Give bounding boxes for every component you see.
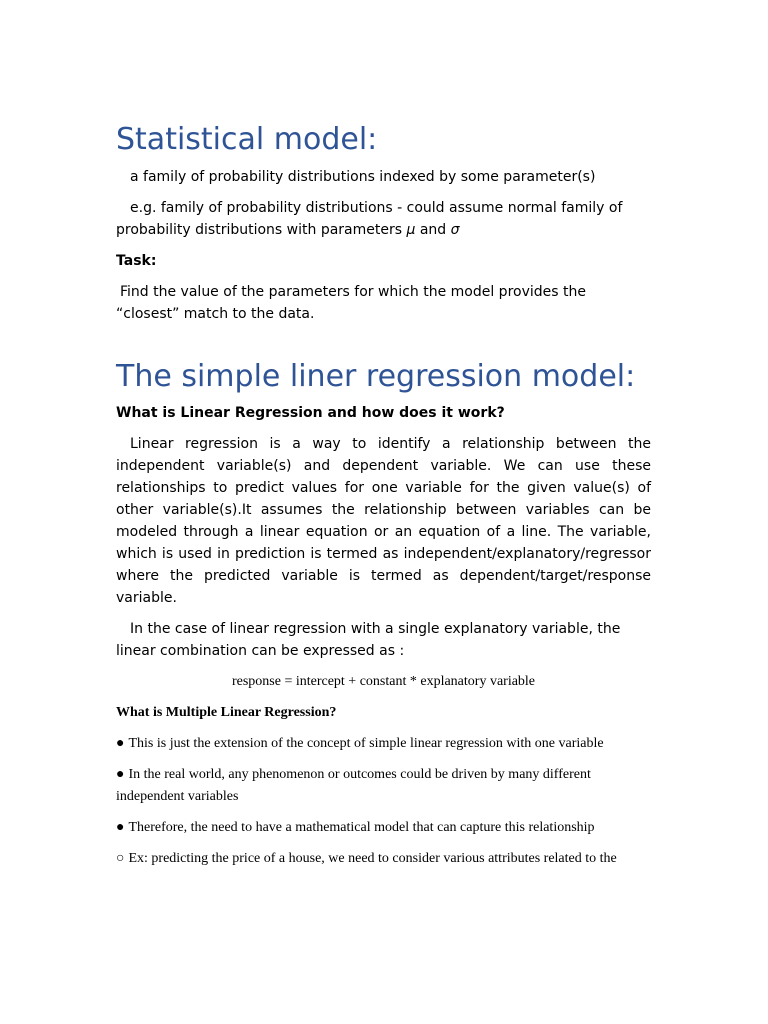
- single-variable-paragraph: In the case of linear regression with a single explanatory variable, the linear combination can be expressed as :: [116, 621, 621, 659]
- bullet-text: Therefore, the need to have a mathematical model that can capture this relationship: [128, 820, 595, 835]
- multiple-regression-question: What is Multiple Linear Regression?: [116, 705, 337, 720]
- bullet-icon: ●: [116, 736, 125, 751]
- sigma-symbol: σ: [450, 222, 460, 238]
- bullet-text: In the real world, any phenomenon or outcomes could be driven by many different independent variables: [116, 767, 591, 804]
- document-body: [116, 118, 651, 879]
- example-prefix: e.g. family of probability distributions - could assume normal family of probability distributions with parameters: [116, 200, 623, 238]
- linear-regression-question: What is Linear Regression and how does it work?: [116, 405, 505, 421]
- task-label: Task:: [116, 253, 157, 269]
- bullet-item: [116, 733, 651, 755]
- task-text: Find the value of the parameters for which the model provides the “closest” match to the data.: [116, 284, 586, 322]
- sub-bullet-text: Ex: predicting the price of a house, we need to consider various attributes related to the: [128, 851, 617, 866]
- hollow-bullet-icon: ○: [116, 851, 125, 866]
- bullet-icon: ●: [116, 820, 125, 835]
- bullet-icon: ●: [116, 767, 125, 782]
- bullet-item: [116, 817, 651, 839]
- regression-formula: response = intercept + constant * explanatory variable: [231, 674, 536, 689]
- example-and: and: [415, 222, 451, 238]
- heading-statistical-model: Statistical model:: [116, 122, 378, 157]
- bullet-text: This is just the extension of the concept of simple linear regression with one variable: [128, 736, 604, 751]
- example-text: [116, 197, 651, 241]
- bullet-item: [116, 764, 651, 808]
- heading-simple-linear-regression: The simple liner regression model:: [116, 359, 636, 394]
- linear-regression-paragraph: Linear regression is a way to identify a relationship between the independent variable(s) and dependent variable. We can use these relationships to predict values for one variable for the given value(s) of other variable(s).It assumes the relationship between variables can be modeled through a linear equation or an equation of a line. The variable, which is used in prediction is termed as independent/explanatory/regressor where the predicted variable is termed as dependent/target/response variable.: [116, 436, 651, 606]
- sub-bullet-item: [116, 848, 651, 870]
- mu-symbol: μ: [406, 222, 416, 238]
- definition-text: a family of probability distributions indexed by some parameter(s): [130, 169, 596, 185]
